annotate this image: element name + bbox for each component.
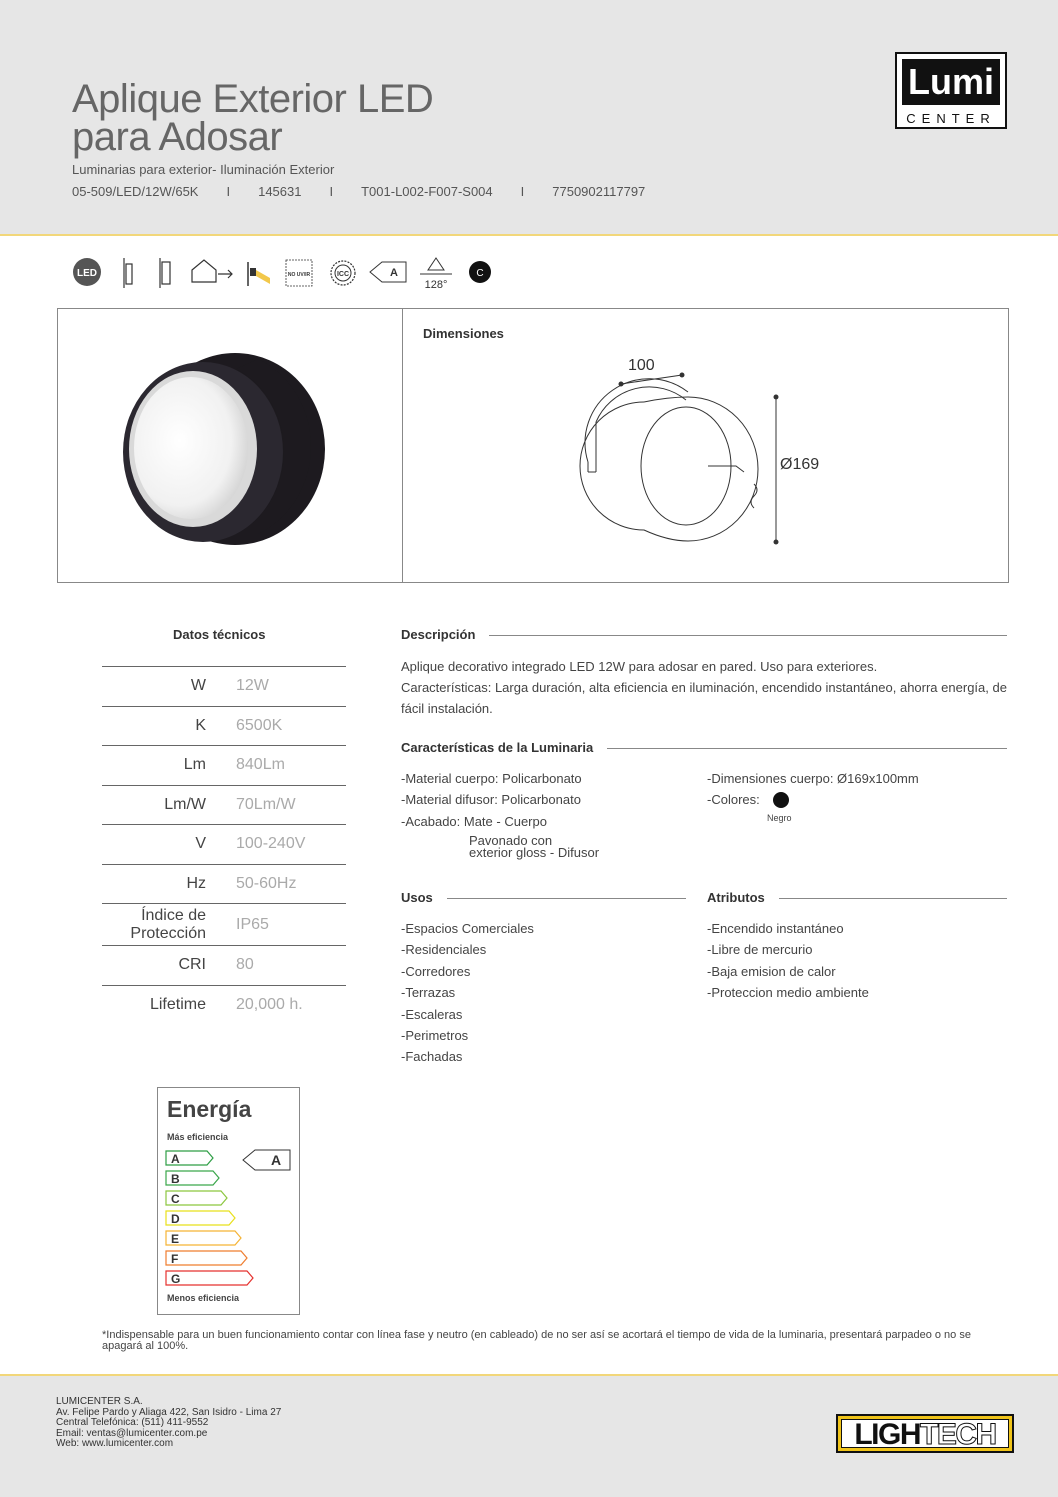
code-separator: I: [329, 184, 334, 199]
energy-title: Energía: [167, 1096, 252, 1122]
dimension-diameter: Ø169: [780, 456, 820, 473]
spec-value: IP65: [236, 915, 269, 933]
svg-text:LED: LED: [77, 268, 97, 279]
technical-data-table: [102, 666, 346, 1025]
list-item: -Baja emision de calor: [707, 963, 836, 979]
product-image-box: [57, 308, 1009, 583]
spec-key: Lifetime: [149, 996, 206, 1014]
spec-row-efficacy: [102, 786, 346, 826]
wall-light-icon: [248, 262, 270, 286]
svg-text:C: C: [171, 1192, 180, 1206]
technical-data-title: Datos técnicos: [173, 627, 266, 642]
list-item: -Espacios Comerciales: [401, 921, 534, 936]
svg-text:A: A: [270, 1152, 282, 1168]
dimensions-title: Dimensiones: [423, 326, 504, 341]
title-line-1: Aplique Exterior LED: [72, 77, 434, 121]
list-item: -Encendido instantáneo: [707, 921, 844, 936]
footnote: *Indispensable para un buen funcionamiento contar con línea fase y neutro (en cableado) de no ser así se acortará el tiempo de vida de la luminaria, presentará parpadeo o no se apagará al 100%.: [102, 1329, 971, 1352]
svg-text:G: G: [171, 1272, 181, 1286]
attributes-list: [707, 918, 869, 1004]
energy-class-g: [166, 1271, 253, 1286]
product-code-sku: 145631: [258, 184, 302, 199]
list-item: -Terrazas: [401, 985, 456, 1001]
svg-text:A: A: [171, 1152, 180, 1166]
dimension-width: 100: [628, 357, 655, 374]
company-email: Email: ventas@lumicenter.com.pe: [56, 1427, 208, 1439]
spec-key: Lm: [183, 756, 206, 774]
spec-value: 50-60Hz: [236, 874, 297, 892]
spec-row-color-temp: [102, 707, 346, 747]
list-item: -Proteccion medio ambiente: [707, 985, 869, 1001]
color-swatch-black: [773, 792, 789, 808]
feature-icons: [72, 256, 512, 296]
description-title: Descripción: [401, 627, 489, 642]
exterior-house-icon: [192, 260, 232, 282]
description-line-1: Aplique decorativo integrado LED 12W para adosar en pared. Uso para exteriores.: [401, 659, 878, 674]
svg-text:ICC: ICC: [336, 271, 350, 278]
spec-key: CRI: [178, 956, 206, 974]
product-photo: [108, 344, 338, 554]
spec-row-voltage: [102, 825, 346, 865]
icc-seal-icon: [331, 261, 355, 285]
led-icon: [73, 258, 101, 286]
spec-key: Índice de Protección: [130, 906, 206, 942]
header: [0, 0, 1058, 236]
spec-key: W: [190, 677, 206, 695]
list-item: -Material difusor: Policarbonato: [401, 792, 581, 808]
list-item: -Perimetros: [401, 1028, 469, 1044]
spec-key: Lm/W: [164, 795, 206, 813]
features-title: Características de la Luminaria: [401, 740, 607, 755]
svg-text:C: C: [476, 268, 484, 279]
finish-detail: [469, 835, 599, 859]
energy-scale: [165, 1148, 295, 1288]
page-subtitle: Luminarias para exterior- Iluminación Exterior: [72, 162, 335, 177]
features-left-list: [401, 768, 582, 832]
title-line-2: para Adosar: [72, 115, 283, 159]
no-uv-ir-icon: [286, 260, 312, 286]
spec-value: 80: [236, 956, 254, 974]
spec-value: 840Lm: [236, 756, 285, 774]
lightech-logo: [836, 1414, 1014, 1453]
spec-value: 20,000 h.: [236, 996, 303, 1014]
attributes-title: Atributos: [707, 890, 779, 905]
company-address: Av. Felipe Pardo y Aliaga 422, San Isidro - Lima 27: [56, 1406, 282, 1418]
energy-label: [157, 1087, 300, 1315]
svg-text:NO UV/IR: NO UV/IR: [287, 272, 311, 278]
list-item: -Residenciales: [401, 942, 487, 958]
spec-row-cri: [102, 946, 346, 986]
energy-class-b: [166, 1171, 219, 1186]
spec-value: 70Lm/W: [236, 795, 296, 813]
spec-row-protection: [102, 904, 346, 946]
product-codes: [72, 184, 645, 199]
section-rule: [401, 635, 1007, 636]
spec-row-frequency: [102, 865, 346, 905]
svg-text:F: F: [171, 1252, 179, 1266]
lumicenter-logo: [895, 52, 1007, 129]
list-item: -Acabado: Mate - Cuerpo: [401, 813, 547, 829]
spec-key: V: [195, 835, 206, 853]
finish-detail-line-2: exterior gloss - Difusor: [469, 845, 600, 860]
page-title: [72, 77, 572, 159]
logo-top: Lumi: [902, 59, 1000, 105]
spec-row-lifetime: [102, 986, 346, 1026]
spec-row-power: [102, 667, 346, 707]
energy-class-c: [166, 1191, 227, 1206]
lightech-logo-part-2: TECH: [920, 1418, 996, 1451]
company-web: Web: www.lumicenter.com: [56, 1438, 174, 1449]
spec-value: 6500K: [236, 716, 283, 734]
description-text: [401, 656, 1007, 719]
description-line-2: Características: Larga duración, alta eficiencia en iluminación, encendido instantáneo, ahorra energía, de fácil instalación.: [401, 680, 1007, 716]
list-item: -Colores:: [707, 792, 760, 808]
company-phone: Central Telefónica: (511) 411-9552: [56, 1417, 209, 1428]
svg-text:D: D: [171, 1212, 180, 1226]
lightech-logo-text: [841, 1418, 1009, 1451]
color-swatch-label: Negro: [767, 813, 792, 823]
wall-mount-icon: [124, 258, 132, 288]
energy-class-a: [166, 1151, 213, 1166]
spec-value: 100-240V: [236, 835, 306, 853]
product-code-barcode: 7750902117797: [552, 184, 646, 199]
energy-less-efficient: Menos eficiencia: [167, 1293, 240, 1303]
image-divider: [402, 309, 403, 582]
spec-key: K: [195, 716, 206, 734]
list-item: -Libre de mercurio: [707, 942, 813, 958]
energy-rating-arrow: [243, 1150, 290, 1170]
code-separator: I: [520, 184, 525, 199]
product-code-category: T001-L002-F007-S004: [361, 184, 493, 199]
list-item: -Fachadas: [401, 1049, 463, 1065]
svg-text:128°: 128°: [424, 279, 448, 291]
features-right-list: [707, 768, 919, 811]
logo-bottom: CENTER: [906, 111, 996, 126]
energy-class-e: [166, 1231, 241, 1246]
list-item: -Escaleras: [401, 1006, 463, 1022]
footer: [0, 1374, 1058, 1497]
svg-text:B: B: [171, 1172, 180, 1186]
beam-angle-icon: [420, 258, 452, 291]
uses-title: Usos: [401, 890, 447, 905]
svg-text:A: A: [390, 267, 398, 279]
spec-row-lumens: [102, 746, 346, 786]
svg-text:E: E: [171, 1232, 180, 1246]
spec-key: Hz: [186, 874, 206, 892]
lightech-logo-part-1: LIGH: [854, 1418, 920, 1451]
spec-value: 12W: [236, 677, 269, 695]
energy-class-icon: [370, 262, 406, 282]
color-c-icon: [469, 261, 491, 283]
energy-class-d: [166, 1211, 235, 1226]
company-info: [56, 1397, 281, 1450]
code-separator: I: [226, 184, 231, 199]
finish-detail-line-1: Pavonado con: [469, 833, 553, 848]
list-item: -Dimensiones cuerpo: Ø169x100mm: [707, 771, 919, 786]
list-item: -Material cuerpo: Policarbonato: [401, 771, 582, 786]
energy-class-f: [166, 1251, 247, 1266]
list-item: -Corredores: [401, 963, 471, 979]
surface-mount-icon: [160, 258, 170, 288]
company-name: LUMICENTER S.A.: [56, 1396, 143, 1407]
energy-more-efficient: Más eficiencia: [167, 1132, 229, 1142]
product-code-model: 05-509/LED/12W/65K: [72, 184, 199, 199]
uses-list: [401, 918, 534, 1068]
